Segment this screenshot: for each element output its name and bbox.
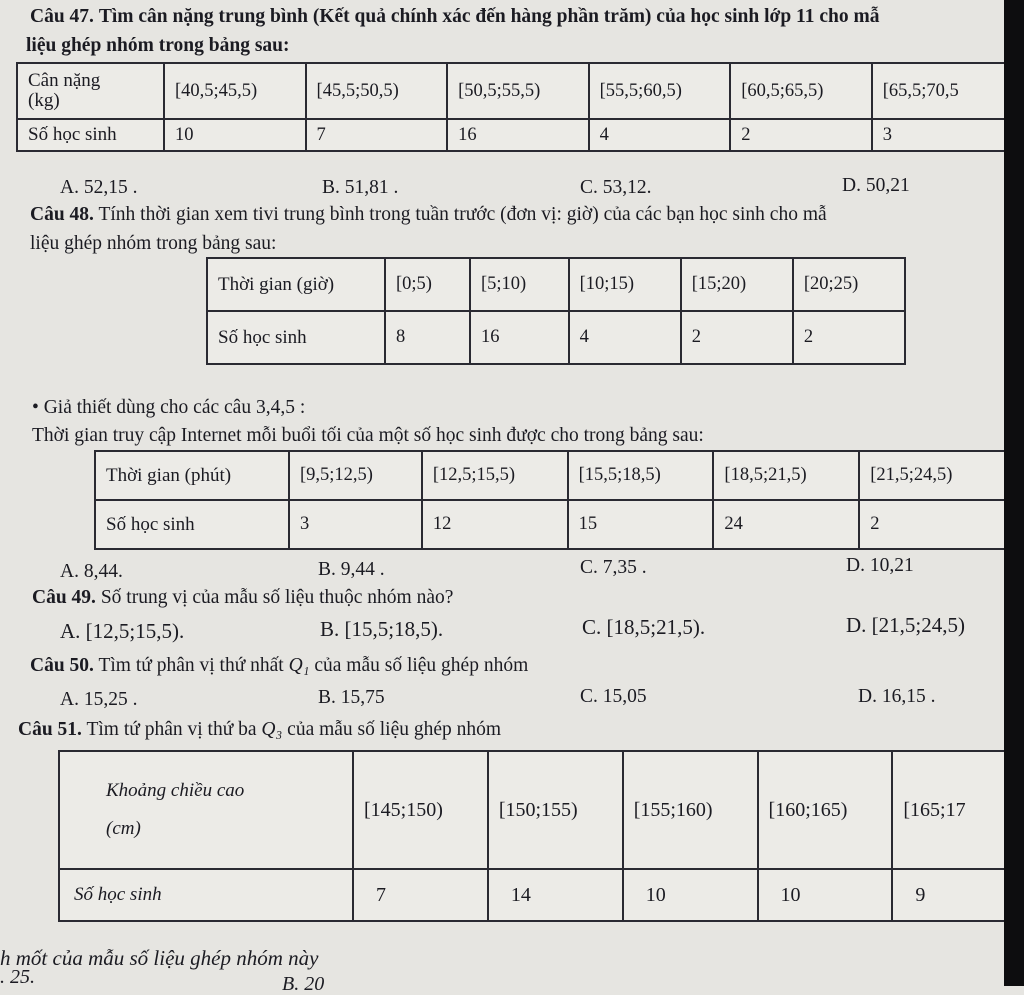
q49-label: Câu 49. [32, 587, 96, 608]
q51-count: 14 [488, 869, 623, 921]
q48-count: 2 [793, 311, 905, 364]
q47-table [16, 62, 1006, 152]
q47-count: 4 [589, 119, 731, 151]
shared-table [94, 450, 1006, 550]
shared-bullet: • Giả thiết dùng cho các câu 3,4,5 : [32, 397, 306, 418]
q47-line1 [30, 7, 879, 27]
q48-interval: [5;10) [470, 258, 569, 311]
shared-count: 2 [859, 500, 1005, 549]
q48-header-time: Thời gian (giờ) [207, 258, 385, 311]
q47-text: Tìm cân nặng trung bình (Kết quả chính xác đến hàng phần trăm) của học sinh lớp 11 cho mẫ [98, 6, 880, 27]
q47-answer-b: B. 51,81 . [322, 177, 399, 198]
q47-answer-a: A. 52,15 . [60, 177, 138, 198]
q51-interval: [150;155) [488, 751, 623, 869]
shared-header-time: Thời gian (phút) [95, 451, 289, 500]
q50-answer-b: B. 15,75 [318, 687, 385, 708]
q50-label: Câu 50. [30, 655, 94, 676]
q51-interval: [160;165) [758, 751, 893, 869]
q50-symbol: Q₁ [288, 655, 310, 676]
shared-answer-d: D. 10,21 [846, 555, 914, 576]
q50-answer-d: D. 16,15 . [858, 686, 936, 707]
q49-answer-c: C. [18,5;21,5). [582, 615, 706, 639]
q47-text-cont: liệu ghép nhóm trong bảng sau: [26, 35, 290, 56]
q47-count: 3 [872, 119, 1005, 151]
q47-header-weight: Cân nặng (kg) [17, 63, 164, 119]
q49-answer-b: B. [15,5;18,5). [320, 617, 444, 641]
shared-answer-b: B. 9,44 . [318, 559, 385, 580]
q50-answer-c: C. 15,05 [580, 686, 647, 707]
shared-interval: [12,5;15,5) [422, 451, 568, 500]
shared-count: 3 [289, 500, 422, 549]
q49-text: Số trung vị của mẫu số liệu thuộc nhóm nào? [100, 587, 454, 608]
shared-count: 12 [422, 500, 568, 549]
q47-interval: [40,5;45,5) [164, 63, 306, 119]
q47-count: 16 [447, 119, 589, 151]
q47-count: 7 [306, 119, 448, 151]
q50-text-b: của mẫu số liệu ghép nhóm [314, 655, 529, 676]
bottom-line-1: h mốt của mẫu số liệu ghép nhóm này [0, 946, 319, 970]
shared-count: 15 [568, 500, 714, 549]
q48-interval: [20;25) [793, 258, 905, 311]
q48-header-count: Số học sinh [207, 311, 385, 364]
q47-answer-d: D. 50,21 [842, 175, 910, 196]
shared-header-count: Số học sinh [95, 500, 289, 549]
shared-interval: [9,5;12,5) [289, 451, 422, 500]
q48-count: 2 [681, 311, 793, 364]
q50-line [30, 656, 528, 676]
bottom-line-3: B. 20 [282, 973, 325, 995]
q48-text-cont: liệu ghép nhóm trong bảng sau: [30, 233, 277, 254]
q49-answer-a: A. [12,5;15,5). [60, 619, 185, 643]
q51-text-a: Tìm tứ phân vị thứ ba [86, 719, 257, 740]
q51-symbol: Q₃ [261, 719, 283, 740]
q51-interval: [155;160) [623, 751, 758, 869]
shared-count: 24 [713, 500, 859, 549]
q50-text-a: Tìm tứ phân vị thứ nhất [98, 655, 284, 676]
q48-label: Câu 48. [30, 204, 94, 225]
q51-table [58, 750, 1006, 922]
q51-text-b: của mẫu số liệu ghép nhóm [287, 719, 502, 740]
q48-text: Tính thời gian xem tivi trung bình trong tuần trước (đơn vị: giờ) của các bạn học sinh cho mẫ [98, 204, 827, 225]
shared-interval: [21,5;24,5) [859, 451, 1005, 500]
q47-interval: [60,5;65,5) [730, 63, 872, 119]
q51-interval: [145;150) [353, 751, 488, 869]
shared-interval: [15,5;18,5) [568, 451, 714, 500]
q51-line [18, 720, 501, 740]
shared-answer-c: C. 7,35 . [580, 557, 647, 578]
q47-count: 10 [164, 119, 306, 151]
q49-answer-d: D. [21,5;24,5) [846, 613, 965, 637]
q47-label: Câu 47. [30, 6, 94, 27]
shared-answer-a: A. 8,44. [60, 561, 123, 582]
photo-dark-edge [1004, 0, 1024, 986]
q47-header-count: Số học sinh [17, 119, 164, 151]
q51-label: Câu 51. [18, 719, 82, 740]
q47-interval: [50,5;55,5) [447, 63, 589, 119]
shared-interval: [18,5;21,5) [713, 451, 859, 500]
q47-interval: [55,5;60,5) [589, 63, 731, 119]
bottom-line-2: . 25. [0, 966, 35, 988]
q48-count: 4 [569, 311, 681, 364]
q51-header-count: Số học sinh [59, 869, 353, 921]
q48-line1 [30, 205, 827, 225]
q49-line [32, 588, 453, 608]
q51-interval: [165;17 [892, 751, 1005, 869]
q48-interval: [10;15) [569, 258, 681, 311]
q48-table [206, 257, 906, 365]
q48-interval: [0;5) [385, 258, 470, 311]
q51-count: 9 [892, 869, 1005, 921]
q51-count: 10 [623, 869, 758, 921]
q48-interval: [15;20) [681, 258, 793, 311]
q47-count: 2 [730, 119, 872, 151]
q47-answer-c: C. 53,12. [580, 177, 652, 198]
q51-header-height: Khoảng chiều cao (cm) [59, 751, 353, 869]
q48-count: 8 [385, 311, 470, 364]
shared-intro: Thời gian truy cập Internet mỗi buổi tối của một số học sinh được cho trong bảng sau: [32, 425, 704, 446]
q48-count: 16 [470, 311, 569, 364]
q51-count: 10 [758, 869, 893, 921]
q51-count: 7 [353, 869, 488, 921]
q47-interval: [45,5;50,5) [306, 63, 448, 119]
q47-interval: [65,5;70,5 [872, 63, 1005, 119]
q50-answer-a: A. 15,25 . [60, 689, 138, 710]
